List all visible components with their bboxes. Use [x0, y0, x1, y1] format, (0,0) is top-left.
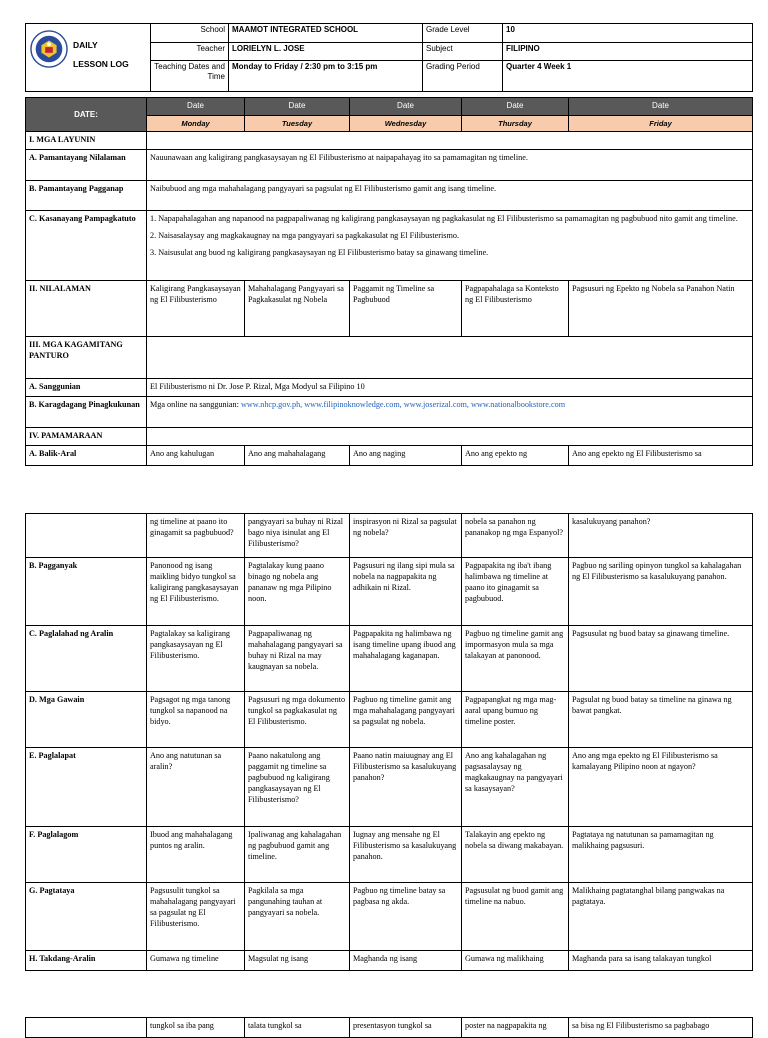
objective-item: 2. Naisasalaysay ang magkakaugnay na mga pangyayari sa pagkakasulat ng El Filibusterismo.	[150, 231, 459, 240]
nilalaman-cell: Pagpapahalaga sa Konteksto ng El Filibusterismo	[462, 281, 569, 337]
brand-title-line2: LESSON LOG	[73, 59, 129, 69]
section-title-layunin: I. MGA LAYUNIN	[26, 132, 147, 150]
pamantayang-pagganap-text: Naibubuod ang mga mahahalagang pangyayari sa pagsulat ng El Filibusterismo gamit ang isang timeline.	[147, 181, 753, 211]
paglalahad-cell: Pagpapaliwanag ng mahahalagang pangyayari sa buhay ni Rizal na may kaugnayan sa nobela.	[245, 626, 350, 692]
balik-aral-cell: Ano ang mahahalagang	[245, 446, 350, 466]
balik-aral-cont-cell: ng timeline at paano ito ginagamit sa pagbubuod?	[147, 514, 245, 558]
paglalahad-cell: Pagpapakita ng halimbawa ng isang timeline upang ibuod ang mahahalagang kaganapan.	[350, 626, 462, 692]
pagtataya-cell: Pagkilala sa mga pangunahing tauhan at pangyayari sa nobela.	[245, 883, 350, 951]
balik-aral-cell: Ano ang epekto ng El Filibusterismo sa	[569, 446, 753, 466]
online-source-links[interactable]: www.nhcp.gov.ph, www.filipinoknowledge.com, www.joserizal.com, www.nationalbookstore.com	[240, 400, 566, 409]
date-col-header: Date	[350, 98, 462, 116]
date-col-header: Date	[245, 98, 350, 116]
nilalaman-cell: Pagsusuri ng Epekto ng Nobela sa Panahon Natin	[569, 281, 753, 337]
takdang-aralin-cont-cell: sa bisa ng El Filibusterismo sa pagbabago	[569, 1018, 753, 1038]
pamantayang-nilalaman-text: Nauunawaan ang kaligirang pangkasaysayan ng El Filibusterismo at naipapahayag ito sa pamamagitan ng timeline.	[147, 150, 753, 181]
brand-cell	[26, 24, 151, 92]
row-label-pagganyak: B. Pagganyak	[26, 558, 147, 626]
day-wednesday: Wednesday	[350, 116, 462, 132]
day-friday: Friday	[569, 116, 753, 132]
mga-gawain-cell: Pagsagot ng mga tanong tungkol sa napanood na bidyo.	[147, 692, 245, 748]
lesson-log-table-page2	[25, 513, 753, 971]
pagganyak-cell: Pagbuo ng sariling opinyon tungkol sa kahalagahan ng El Filibusterismo sa kasalukuyang panahon.	[569, 558, 753, 626]
brand-title-line1: DAILY	[73, 40, 98, 50]
balik-aral-cell: Ano ang epekto ng	[462, 446, 569, 466]
lesson-log-table-page1	[25, 97, 753, 466]
period-label: Grading Period	[423, 61, 503, 92]
balik-aral-cont-cell: pangyayari sa buhay ni Rizal bago niya isinulat ang El Filibusterismo?	[245, 514, 350, 558]
paglalagom-cell: Pagtataya ng natutunan sa pamamagitan ng malikhaing pagsusuri.	[569, 827, 753, 883]
nilalaman-cell: Mahahalagang Pangyayari sa Pagkakasulat ng Nobela	[245, 281, 350, 337]
row-label-paglalahad: C. Paglalahad ng Aralin	[26, 626, 147, 692]
row-label-takdang-aralin: H. Takdang-Aralin	[26, 951, 147, 971]
paglalapat-cell: Ano ang mga epekto ng El Filibusterismo sa kamalayang Pilipino noon at ngayon?	[569, 748, 753, 827]
pagganyak-cell: Panonood ng isang maikling bidyo tungkol sa kaligirang pangkasaysayan ng El Filibusterismo.	[147, 558, 245, 626]
paglalagom-cell: Talakayin ang epekto ng nobela sa diwang makabayan.	[462, 827, 569, 883]
date-header: DATE:	[26, 98, 147, 132]
pagganyak-cell: Pagtalakay kung paano binago ng nobela ang pananaw ng mga Pilipino noon.	[245, 558, 350, 626]
pagganyak-cell: Pagpapakita ng iba't ibang halimbawa ng timeline at paano ito ginagamit sa pagbubuod.	[462, 558, 569, 626]
school-label: School	[151, 24, 229, 43]
row-label-pamantayang-nilalaman: A. Pamantayang Nilalaman	[26, 150, 147, 181]
mga-gawain-cell: Pagsusuri ng mga dokumento tungkol sa pagkakasulat ng El Filibusterismo.	[245, 692, 350, 748]
school-info-header	[25, 23, 753, 92]
paglalagom-cell: Ibuod ang mahahalagang puntos ng aralin.	[147, 827, 245, 883]
date-col-header: Date	[462, 98, 569, 116]
online-sources-prefix: Mga online na sanggunian:	[150, 400, 241, 409]
section-title-nilalaman: II. NILALAMAN	[26, 281, 147, 337]
grade-value: 10	[503, 24, 753, 43]
paglalahad-cell: Pagsusulat ng buod batay sa ginawang timeline.	[569, 626, 753, 692]
empty-cell	[26, 514, 147, 558]
pagtataya-cell: Pagsusulat ng buod gamit ang timeline na nabuo.	[462, 883, 569, 951]
empty-cell	[26, 1018, 147, 1038]
takdang-aralin-cell: Maghanda ng isang	[350, 951, 462, 971]
row-label-kasanayang-pampagkatuto: C. Kasanayang Pampagkatuto	[26, 211, 147, 281]
nilalaman-cell: Kaligirang Pangkasaysayan ng El Filibusterismo	[147, 281, 245, 337]
paglalapat-cell: Paano nakatulong ang paggamit ng timeline sa pagbubuod ng kaligirang pangkasaysayan ng El Filibusterismo?	[245, 748, 350, 827]
objective-item: 3. Naisusulat ang buod ng kaligirang pangkasaysayan ng El Filibusterismo batay sa ginawang timeline.	[150, 248, 489, 257]
balik-aral-cont-cell: nobela sa panahon ng pananakop ng mga Espanyol?	[462, 514, 569, 558]
day-monday: Monday	[147, 116, 245, 132]
section-title-pamamaraan: IV. PAMAMARAAN	[26, 428, 147, 446]
takdang-aralin-cell: Gumawa ng timeline	[147, 951, 245, 971]
balik-aral-cell: Ano ang kahulugan	[147, 446, 245, 466]
takdang-aralin-cont-cell: talata tungkol sa	[245, 1018, 350, 1038]
teacher-value: LORIELYN L. JOSE	[229, 43, 423, 61]
deped-seal-icon	[30, 30, 68, 68]
paglalagom-cell: Ipaliwanag ang kahalagahan ng pagbubuod gamit ang timeline.	[245, 827, 350, 883]
nilalaman-cell: Paggamit ng Timeline sa Pagbubuod	[350, 281, 462, 337]
paglalagom-cell: Iugnay ang mensahe ng El Filibusterismo sa kasalukuyang panahon.	[350, 827, 462, 883]
takdang-aralin-cell: Gumawa ng malikhaing	[462, 951, 569, 971]
paglalapat-cell: Paano natin maiuugnay ang El Filibusterismo sa kasalukuyang panahon?	[350, 748, 462, 827]
pagtataya-cell: Pagbuo ng timeline batay sa pagbasa ng akda.	[350, 883, 462, 951]
mga-gawain-cell: Pagsulat ng buod batay sa timeline na ginawa ng bawat pangkat.	[569, 692, 753, 748]
dates-value: Monday to Friday / 2:30 pm to 3:15 pm	[229, 61, 423, 92]
row-label-mga-gawain: D. Mga Gawain	[26, 692, 147, 748]
date-col-header: Date	[147, 98, 245, 116]
teacher-label: Teacher	[151, 43, 229, 61]
kasanayang-pampagkatuto-list	[147, 211, 753, 281]
mga-gawain-cell: Pagpapangkat ng mga mag-aaral upang bumuo ng timeline poster.	[462, 692, 569, 748]
day-thursday: Thursday	[462, 116, 569, 132]
day-tuesday: Tuesday	[245, 116, 350, 132]
subject-value: FILIPINO	[503, 43, 753, 61]
karagdagang-pinagkukunan-cell	[147, 397, 753, 428]
takdang-aralin-cont-cell: presentasyon tungkol sa	[350, 1018, 462, 1038]
paglalahad-cell: Pagbuo ng timeline gamit ang impormasyon mula sa mga talakayan at panonood.	[462, 626, 569, 692]
section-title-kagamitang-panturo: III. MGA KAGAMITANG PANTURO	[26, 337, 147, 379]
paglalapat-cell: Ano ang natutunan sa aralin?	[147, 748, 245, 827]
pagganyak-cell: Pagsusuri ng ilang sipi mula sa nobela na nagpapakita ng adhikain ni Rizal.	[350, 558, 462, 626]
takdang-aralin-cont-cell: poster na nagpapakita ng	[462, 1018, 569, 1038]
sanggunian-text: El Filibusterismo ni Dr. Jose P. Rizal, Mga Modyul sa Filipino 10	[147, 379, 753, 397]
pagtataya-cell: Pagsusulit tungkol sa mahahalagang pangyayari sa pagsulat ng El Filibusterismo.	[147, 883, 245, 951]
takdang-aralin-cell: Maghanda para sa isang talakayan tungkol	[569, 951, 753, 971]
row-label-sanggunian: A. Sanggunian	[26, 379, 147, 397]
paglalahad-cell: Pagtalakay sa kaligirang pangkasaysayan ng El Filibusterismo.	[147, 626, 245, 692]
takdang-aralin-cont-cell: tungkol sa iba pang	[147, 1018, 245, 1038]
period-value: Quarter 4 Week 1	[503, 61, 753, 92]
row-label-paglalagom: F. Paglalagom	[26, 827, 147, 883]
row-label-pamantayang-pagganap: B. Pamantayang Pagganap	[26, 181, 147, 211]
empty-cell	[147, 428, 753, 446]
takdang-aralin-cell: Magsulat ng isang	[245, 951, 350, 971]
grade-label: Grade Level	[423, 24, 503, 43]
date-col-header: Date	[569, 98, 753, 116]
empty-cell	[147, 132, 753, 150]
objective-item: 1. Napapahalagahan ang napanood na pagpapaliwanag ng kaligirang pangkasaysayan ng pagkakasulat ng El Filibusterismo sa pamamagitan ng pagbubuod nito gamit ang timeline.	[150, 214, 738, 223]
paglalapat-cell: Ano ang kahalagahan ng pagsasalaysay ng magkakaugnay na pangyayari sa kasaysayan?	[462, 748, 569, 827]
subject-label: Subject	[423, 43, 503, 61]
dates-label: Teaching Dates and Time	[151, 61, 229, 92]
pagtataya-cell: Malikhaing pagtatanghal bilang pangwakas na pagtataya.	[569, 883, 753, 951]
balik-aral-cont-cell: kasalukuyang panahon?	[569, 514, 753, 558]
row-label-pagtataya: G. Pagtataya	[26, 883, 147, 951]
balik-aral-cont-cell: inspirasyon ni Rizal sa pagsulat ng nobela?	[350, 514, 462, 558]
row-label-balik-aral: A. Balik-Aral	[26, 446, 147, 466]
empty-cell	[147, 337, 753, 379]
row-label-karagdagang-pinagkukunan: B. Karagdagang Pinagkukunan	[26, 397, 147, 428]
balik-aral-cell: Ano ang naging	[350, 446, 462, 466]
row-label-paglalapat: E. Paglalapat	[26, 748, 147, 827]
school-value: MAAMOT INTEGRATED SCHOOL	[229, 24, 423, 43]
mga-gawain-cell: Pagbuo ng timeline gamit ang mga mahahalagang pangyayari sa pagsulat ng nobela.	[350, 692, 462, 748]
lesson-log-table-page3	[25, 1017, 753, 1038]
